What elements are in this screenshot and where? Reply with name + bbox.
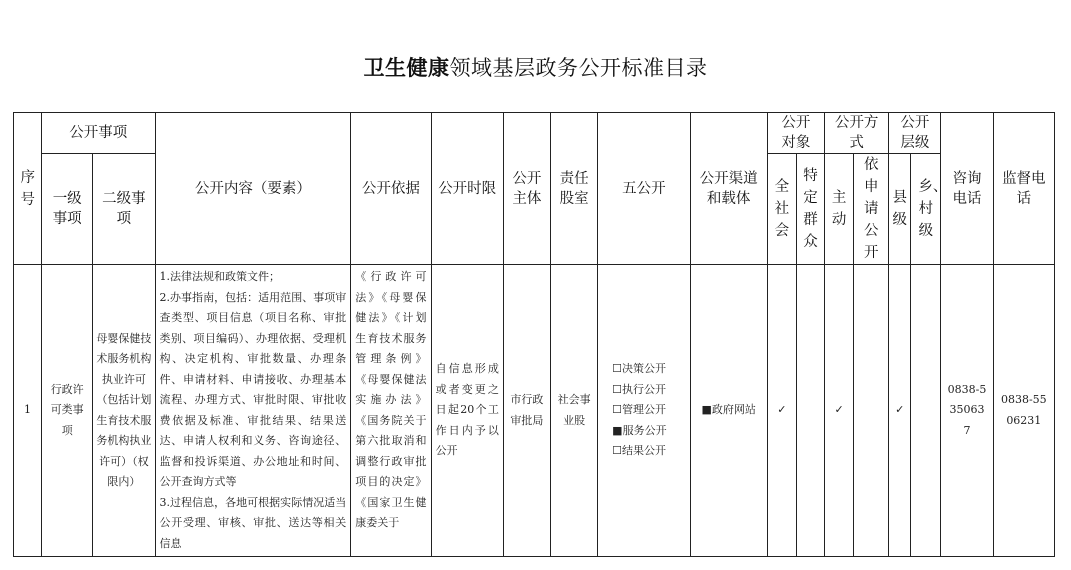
header-object-all: 全社会 bbox=[767, 154, 796, 265]
cell-method-apply bbox=[854, 265, 889, 557]
cell-level1: 行政许可类事项 bbox=[42, 265, 93, 557]
header-method-active: 主动 bbox=[825, 154, 854, 265]
cell-five-public bbox=[598, 265, 690, 557]
title-rest: 领域基层政务公开标准目录 bbox=[449, 56, 708, 80]
five-public-option: ☐结果公开 bbox=[612, 444, 667, 458]
header-supervise-phone: 监督电话 bbox=[993, 113, 1054, 265]
cell-level2: 母婴保健技术服务机构执业许可（包括计划生育技术服务机构执业许可）（权限内） bbox=[93, 265, 155, 557]
header-basis: 公开依据 bbox=[351, 113, 431, 265]
header-seq: 序号 bbox=[14, 113, 42, 265]
five-public-option: ☐执行公开 bbox=[612, 382, 667, 396]
cell-channel: ■政府网站 bbox=[690, 265, 767, 557]
header-object-specific: 特定群众 bbox=[796, 154, 824, 265]
five-public-option: ■服务公开 bbox=[612, 423, 667, 437]
table-row bbox=[14, 265, 1055, 557]
cell-seq: 1 bbox=[14, 265, 42, 557]
cell-consult-phone: 0838-5350637 bbox=[941, 265, 993, 557]
header-subject: 公开主体 bbox=[503, 113, 550, 265]
cell-time-limit: 自信息形成或者变更之日起20个工作日内予以公开 bbox=[431, 265, 503, 557]
header-public-item: 公开事项 bbox=[42, 113, 155, 154]
header-method: 公开方式 bbox=[825, 113, 889, 154]
header-five-public: 五公开 bbox=[598, 113, 690, 265]
cell-basis: 《行政许可法》《母婴保健法》《计划生育技术服务管理条例》《母婴保健法实施办法》《国务院关于第六批取消和调整行政审批项目的决定》《国家卫生健康委关于 bbox=[351, 265, 431, 557]
cell-supervise-phone: 0838-5506231 bbox=[993, 265, 1054, 557]
header-content: 公开内容（要素） bbox=[155, 113, 351, 265]
header-level-county: 县级 bbox=[889, 154, 911, 265]
cell-subject: 市行政审批局 bbox=[503, 265, 550, 557]
header-time-limit: 公开时限 bbox=[431, 113, 503, 265]
page-title bbox=[0, 52, 1071, 82]
header-channel: 公开渠道和载体 bbox=[690, 113, 767, 265]
five-public-option: ☐管理公开 bbox=[612, 403, 667, 417]
cell-dept: 社会事业股 bbox=[551, 265, 598, 557]
cell-object-all: ✓ bbox=[767, 265, 796, 557]
cell-content bbox=[155, 265, 351, 557]
cell-method-active: ✓ bbox=[825, 265, 854, 557]
cell-level-town bbox=[911, 265, 941, 557]
header-level1: 一级事项 bbox=[42, 154, 93, 265]
header-method-apply: 依申请公开 bbox=[854, 154, 889, 265]
cell-level-county: ✓ bbox=[889, 265, 911, 557]
catalog-table bbox=[13, 112, 1055, 557]
header-level: 公开层级 bbox=[889, 113, 941, 154]
content-line: 1.法律法规和政策文件； bbox=[159, 270, 281, 283]
header-object: 公开对象 bbox=[767, 113, 824, 154]
content-line: 2.办事指南，包括：适用范围、事项审查类型、项目信息（项目名称、审批类别、项目编码）、办理依据、受理机构、决定机构、审批数量、办理条件、申请材料、申请接收、办理基本流程、办理方式、审批时限、审批收费依据及标准、审批结果、结果送达、申请人权利和义务、咨询途径、监督和投诉渠道、办公地址和时间、公开查询方式等 bbox=[159, 290, 347, 488]
content-line: 3.过程信息，各地可根据实际情况适当公开受理、审核、审批、送达等相关信息 bbox=[159, 495, 347, 550]
header-dept: 责任股室 bbox=[551, 113, 598, 265]
header-consult-phone: 咨询电话 bbox=[941, 113, 993, 265]
header-level-town: 乡、村级 bbox=[911, 154, 941, 265]
header-level2: 二级事项 bbox=[93, 154, 155, 265]
title-bold: 卫生健康 bbox=[363, 56, 450, 80]
five-public-option: ☐决策公开 bbox=[612, 362, 667, 376]
cell-object-specific bbox=[796, 265, 824, 557]
